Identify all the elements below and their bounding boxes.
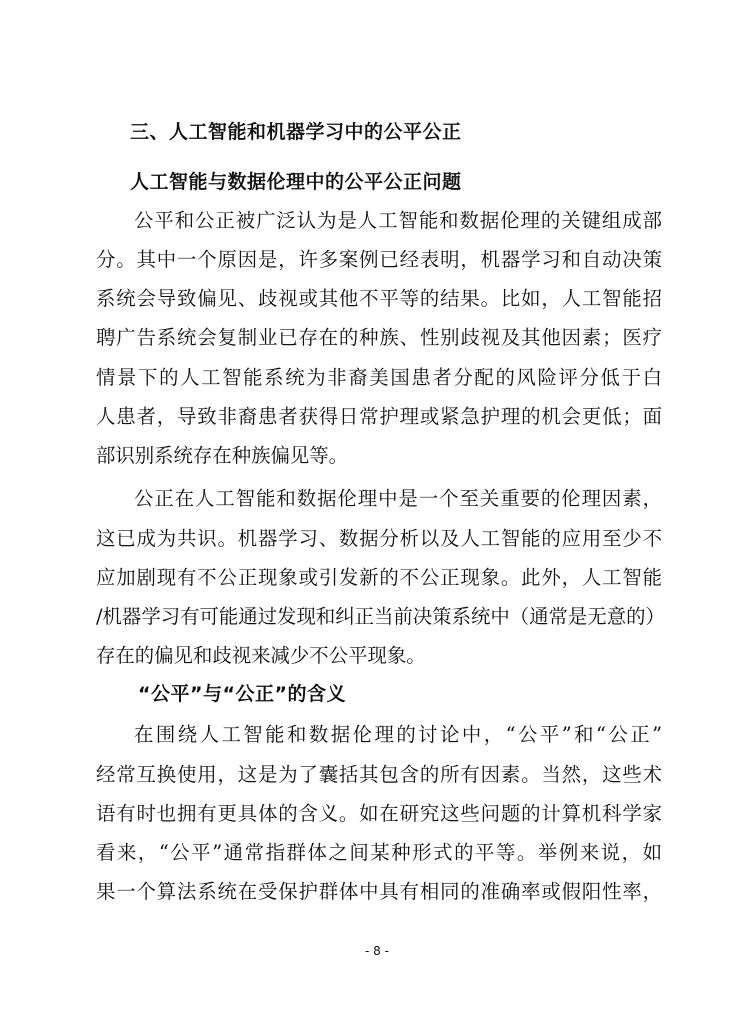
subsection-heading: 人工智能与数据伦理中的公平公正问题 — [130, 171, 462, 193]
paragraph-line: 系统会导致偏见、歧视或其他不平等的结果。比如，人工智能招 — [96, 287, 662, 310]
paragraph-line: 部识别系统存在种族偏见等。 — [96, 444, 349, 467]
paragraph-line: 看来，“公平”通常指群体之间某种形式的平等。举例来说，如 — [96, 841, 662, 864]
paragraph-line: 在围绕人工智能和数据伦理的讨论中，“公平”和“公正” — [134, 723, 662, 746]
paragraph-line: 应加剧现有不公正现象或引发新的不公正现象。此外，人工智能 — [96, 566, 662, 589]
section-heading: 三、人工智能和机器学习中的公平公正 — [130, 121, 462, 143]
meaning-heading: “公平”与“公正”的含义 — [138, 683, 346, 705]
paragraph-line: 公正在人工智能和数据伦理中是一个至关重要的伦理因素， — [134, 487, 662, 510]
paragraph-line: 分。其中一个原因是，许多案例已经表明，机器学习和自动决策 — [96, 248, 662, 271]
paragraph-line: 聘广告系统会复制业已存在的种族、性别歧视及其他因素；医疗 — [96, 326, 662, 349]
paragraph-line: 存在的偏见和歧视来减少不公平现象。 — [96, 644, 426, 667]
paragraph-line: 果一个算法系统在受保护群体中具有相同的准确率或假阳性率， — [96, 880, 662, 903]
paragraph-line: 情景下的人工智能系统为非裔美国患者分配的风险评分低于白 — [96, 366, 662, 389]
paragraph-line: /机器学习有可能通过发现和纠正当前决策系统中（通常是无意的） — [96, 605, 665, 628]
paragraph-line: 人患者，导致非裔患者获得日常护理或紧急护理的机会更低；面 — [96, 405, 662, 428]
page-number: - 8 - — [365, 944, 389, 958]
paragraph-line: 公平和公正被广泛认为是人工智能和数据伦理的关键组成部 — [134, 209, 662, 232]
paragraph-line: 这已成为共识。机器学习、数据分析以及人工智能的应用至少不 — [96, 527, 662, 550]
paragraph-line: 语有时也拥有更具体的含义。如在研究这些问题的计算机科学家 — [96, 802, 662, 825]
paragraph-line: 经常互换使用，这是为了囊括其包含的所有因素。当然，这些术 — [96, 763, 662, 786]
